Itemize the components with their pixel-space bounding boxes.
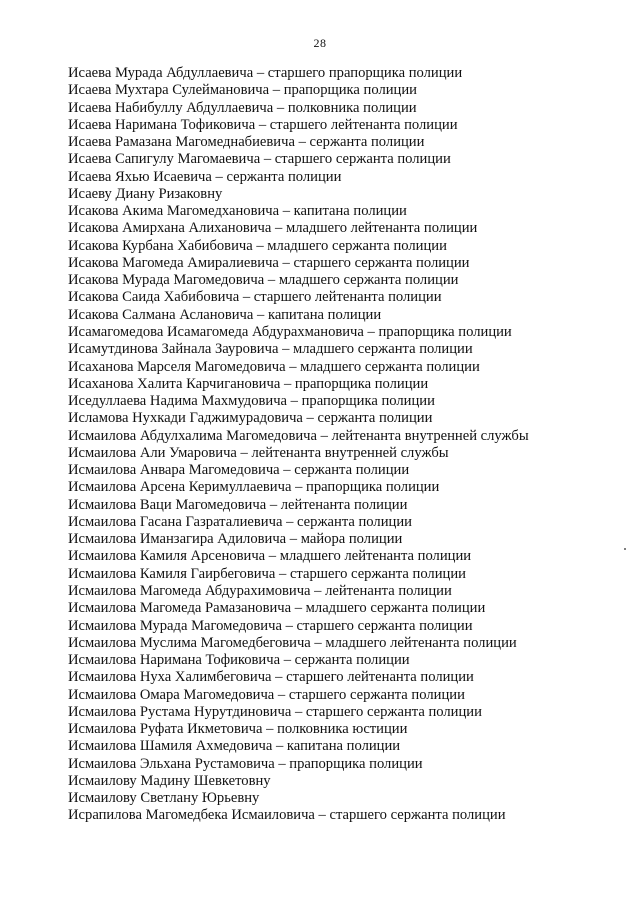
- list-item: Исмаилова Магомеда Абдурахимовича – лейтенанта полиции: [68, 582, 452, 599]
- list-item: Исмаилова Шамиля Ахмедовича – капитана полиции: [68, 738, 401, 755]
- list-item: Исмаилова Нуха Халимбеговича – старшего лейтенанта полиции: [68, 669, 474, 686]
- list-item: Исмаилова Камиля Гаирбеговича – старшего сержанта полиции: [68, 565, 466, 582]
- list-item: Исмаилова Иманзагира Адиловича – майора полиции: [68, 531, 403, 548]
- scan-speck: [624, 548, 626, 550]
- list-item: Исмаилова Омара Магомедовича – старшего сержанта полиции: [68, 686, 465, 703]
- list-item: Исмаилова Камиля Арсеновича – младшего лейтенанта полиции: [68, 548, 472, 565]
- list-item: Исрапилова Магомедбека Исмаиловича – старшего сержанта полиции: [68, 807, 506, 824]
- list-item: Исмаилову Светлану Юрьевну: [68, 790, 260, 807]
- list-item: Исаханова Марселя Магомедовича – младшего сержанта полиции: [68, 358, 480, 375]
- list-item: Исакова Курбана Хабибовича – младшего сержанта полиции: [68, 237, 447, 254]
- list-item: Исмаилова Рустама Нурутдиновича – старшего сержанта полиции: [68, 703, 482, 720]
- list-item: Исакова Амирхана Алихановича – младшего лейтенанта полиции: [68, 220, 478, 237]
- list-item: Иседуллаева Надима Махмудовича – прапорщика полиции: [68, 393, 435, 410]
- list-item: Исмаилову Мадину Шевкетовну: [68, 772, 271, 789]
- list-item: Исаева Мурада Абдуллаевича – старшего прапорщика полиции: [68, 65, 463, 81]
- list-item: Исмаилова Абдулхалима Магомедовича – лейтенанта внутренней службы: [68, 427, 529, 444]
- list-item: Исмаилова Муслима Магомедбеговича – младшего лейтенанта полиции: [68, 634, 517, 651]
- list-item: Исакова Магомеда Амиралиевича – старшего сержанта полиции: [68, 254, 470, 271]
- list-item: Исакова Мурада Магомедовича – младшего сержанта полиции: [68, 272, 459, 289]
- list-item: Исмаилова Али Умаровича – лейтенанта внутренней службы: [68, 444, 449, 461]
- name-list: [68, 65, 633, 825]
- list-item: Исмаилова Магомеда Рамазановича – младшего сержанта полиции: [68, 600, 486, 617]
- list-item: Исаева Мухтара Сулеймановича – прапорщика полиции: [68, 82, 417, 99]
- list-item: Исакова Саида Хабибовича – старшего лейтенанта полиции: [68, 289, 442, 306]
- list-item: Исаева Рамазана Магомеднабиевича – сержанта полиции: [68, 134, 425, 151]
- list-item: Исламова Нухкади Гаджимурадовича – сержанта полиции: [68, 410, 433, 427]
- list-item: Исакова Акима Магомедхановича – капитана полиции: [68, 203, 407, 220]
- list-item: Исмаилова Наримана Тофиковича – сержанта полиции: [68, 652, 410, 669]
- list-item: Исамагомедова Исамагомеда Абдурахмановича – прапорщика полиции: [68, 323, 512, 340]
- list-item: Исаева Сапигулу Магомаевича – старшего сержанта полиции: [68, 151, 451, 168]
- list-item: Исаеву Диану Ризаковну: [68, 185, 223, 202]
- list-item: Исаева Наримана Тофиковича – старшего лейтенанта полиции: [68, 116, 458, 133]
- list-item: Исмаилова Мурада Магомедовича – старшего сержанта полиции: [68, 617, 473, 634]
- list-item: Исаева Яхью Исаевича – сержанта полиции: [68, 168, 342, 185]
- list-item: Исмаилова Руфата Икметовича – полковника юстиции: [68, 721, 408, 738]
- list-item: Исмаилова Ваци Магомедовича – лейтенанта полиции: [68, 496, 408, 513]
- list-item: Исаева Набибуллу Абдуллаевича – полковника полиции: [68, 99, 417, 116]
- list-item: Исмаилова Арсена Керимуллаевича – прапорщика полиции: [68, 479, 440, 496]
- list-item: Исакова Салмана Аслановича – капитана полиции: [68, 306, 382, 323]
- page-number: 28: [313, 36, 327, 50]
- list-item: Исмаилова Гасана Газраталиевича – сержанта полиции: [68, 513, 412, 530]
- list-item: Исмаилова Анвара Магомедовича – сержанта полиции: [68, 462, 410, 479]
- list-item: Исамутдинова Зайнала Зауровича – младшего сержанта полиции: [68, 341, 473, 358]
- list-item: Исаханова Халита Карчигановича – прапорщика полиции: [68, 375, 429, 392]
- list-item: Исмаилова Эльхана Рустамовича – прапорщика полиции: [68, 755, 423, 772]
